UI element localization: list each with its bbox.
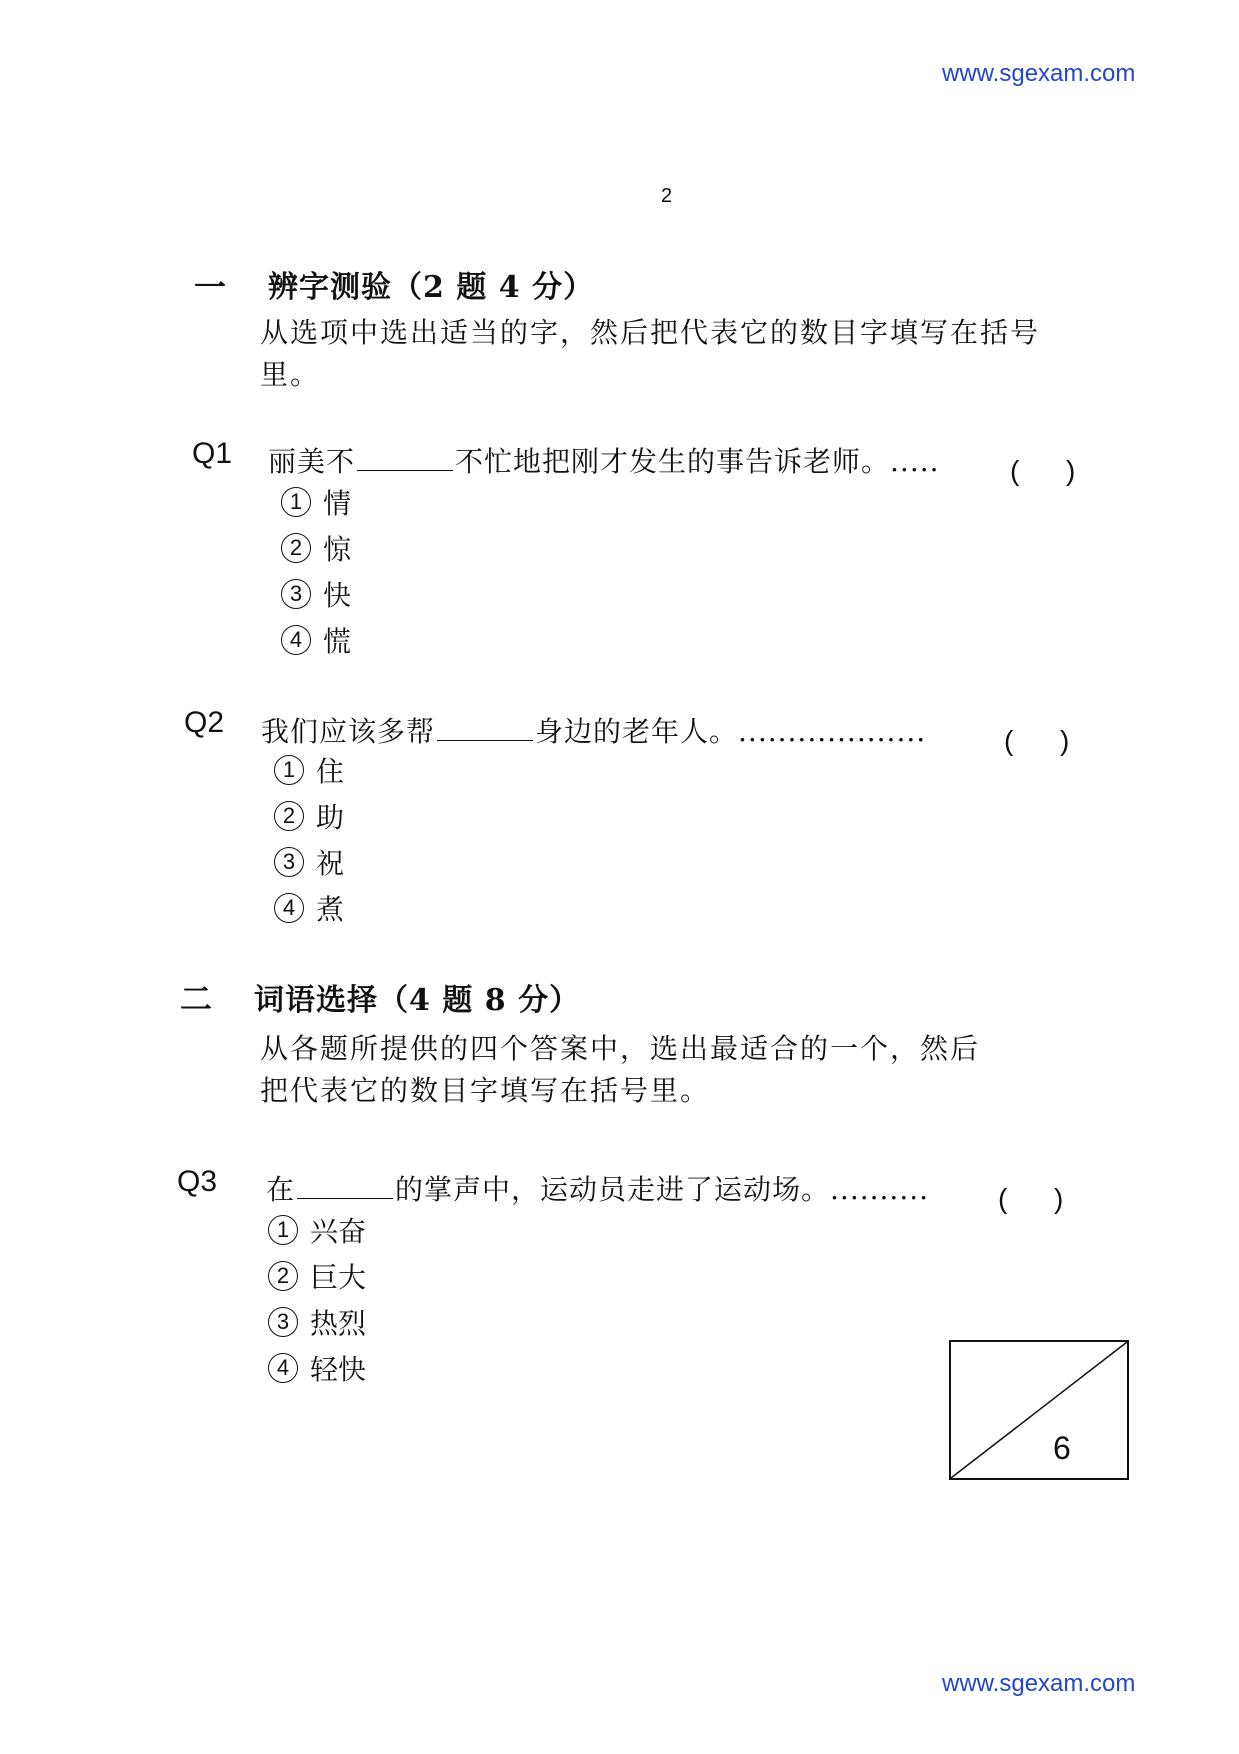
q1-text: 丽美不 不忙地把刚才发生的事告诉老师。..... [268, 445, 940, 478]
q3-option-3[interactable]: 3 热烈 [268, 1304, 366, 1340]
q1-option-1[interactable]: 1 情 [281, 484, 351, 520]
q1-label: Q1 [192, 437, 233, 470]
q2-option-4[interactable]: 4 煮 [274, 890, 344, 926]
q3-label: Q3 [177, 1165, 218, 1198]
q2-label: Q2 [184, 706, 225, 739]
q2-blank[interactable] [437, 739, 533, 741]
q3-answer-box[interactable]: ( ) [998, 1183, 1064, 1214]
q2-options [274, 752, 344, 926]
section-2-title: 词语选择（4 题 8 分） [254, 983, 581, 1018]
section-1-title: 辨字测验（2 题 4 分） [268, 270, 595, 305]
section-1-instructions: 从选项中选出适当的字，然后把代表它的数目字填写在括号 里。 [260, 316, 1041, 391]
section-1-number: 一 [194, 268, 227, 306]
section-2-instructions: 从各题所提供的四个答案中，选出最适合的一个，然后 把代表它的数目字填写在括号里。 [260, 1032, 981, 1107]
q3-option-2[interactable]: 2 巨大 [268, 1258, 366, 1294]
q1-option-2[interactable]: 2 惊 [281, 530, 351, 566]
page-number: 2 [661, 185, 673, 207]
q3-option-4[interactable]: 4 轻快 [268, 1350, 366, 1386]
section-2-number: 二 [180, 980, 213, 1018]
q2-option-2[interactable]: 2 助 [274, 798, 344, 834]
q3-option-1[interactable]: 1 兴奋 [268, 1212, 366, 1248]
q1-options [281, 484, 351, 658]
score-box [949, 1340, 1129, 1480]
q1-option-3[interactable]: 3 快 [281, 576, 351, 612]
q2-option-3[interactable]: 3 祝 [274, 844, 344, 880]
q1-answer-box[interactable]: ( ) [1010, 455, 1076, 486]
q3-text: 在 的掌声中，运动员走进了运动场。.......... [266, 1173, 930, 1206]
score-box-total: 6 [1053, 1430, 1071, 1466]
footer-site-link[interactable]: www.sgexam.com [942, 1670, 1136, 1697]
score-box-diagonal [951, 1342, 1127, 1478]
q1-option-4[interactable]: 4 慌 [281, 622, 351, 658]
q2-option-1[interactable]: 1 住 [274, 752, 344, 788]
q2-text: 我们应该多帮 身边的老年人。................... [261, 715, 927, 748]
q3-options [268, 1212, 366, 1386]
q1-blank[interactable] [357, 469, 453, 471]
header-site-link[interactable]: www.sgexam.com [942, 60, 1136, 87]
q3-blank[interactable] [297, 1197, 393, 1199]
q2-answer-box[interactable]: ( ) [1004, 725, 1070, 756]
